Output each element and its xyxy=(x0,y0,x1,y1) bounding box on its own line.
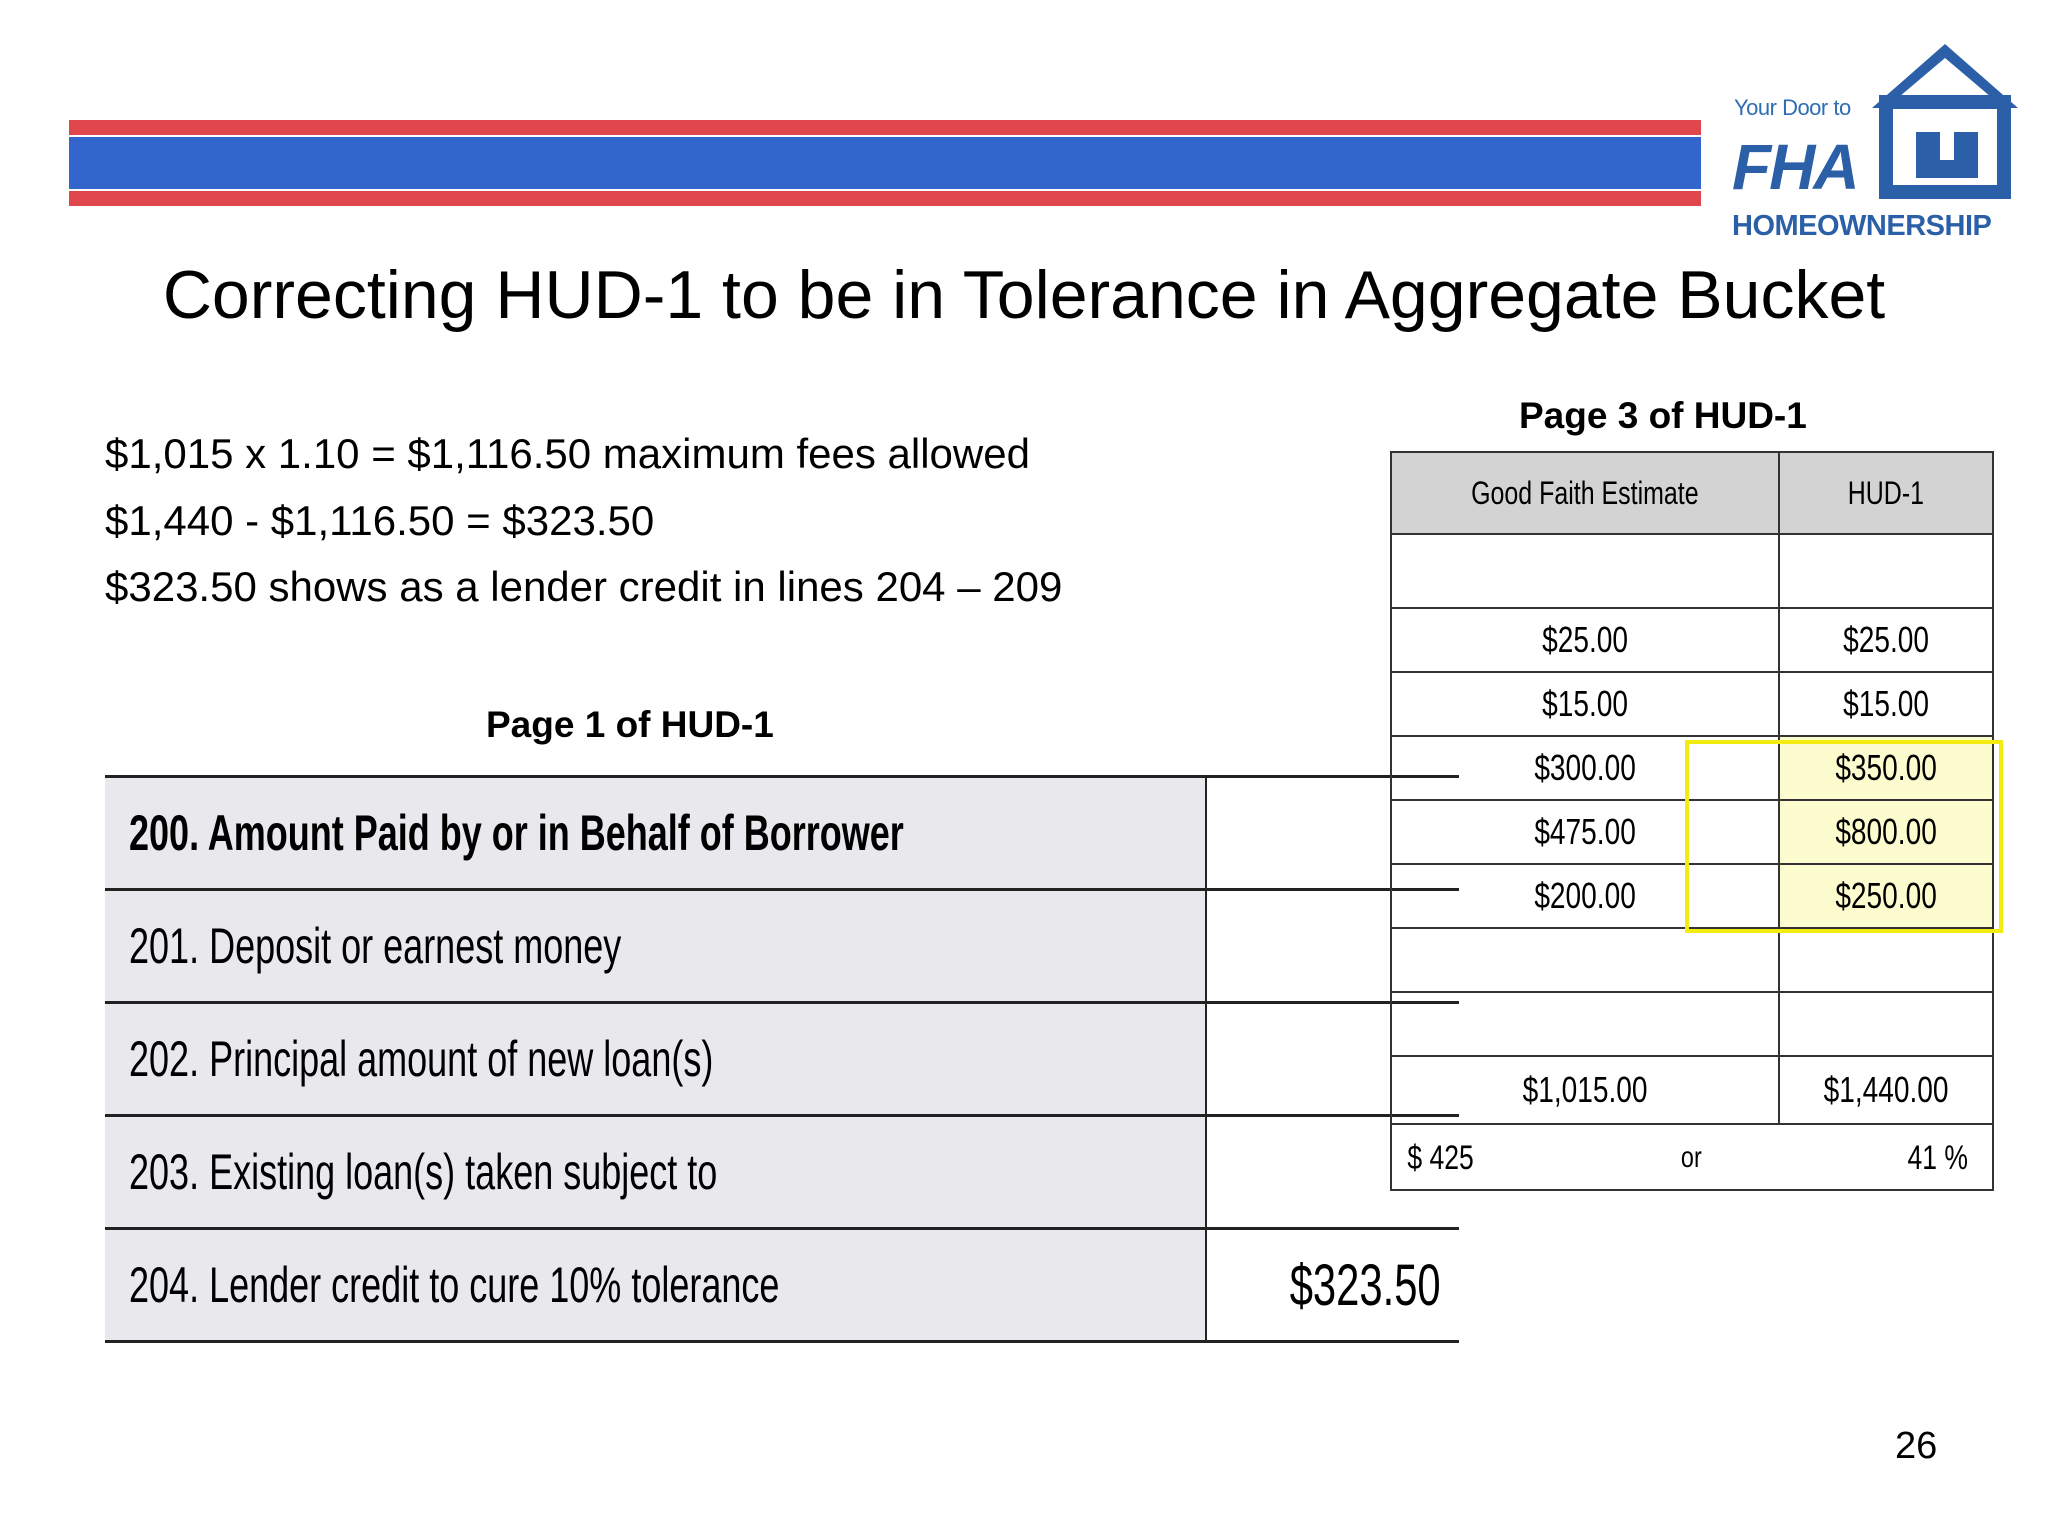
header-stripe-middle xyxy=(69,137,1701,189)
hud1-cell-highlighted: $250.00 xyxy=(1779,864,1993,928)
house-icon xyxy=(1870,40,2020,200)
table-row xyxy=(105,890,1459,1003)
gfe-cell xyxy=(1391,534,1779,608)
gfe-total: $1,015.00 xyxy=(1391,1056,1779,1124)
page1-hud-table xyxy=(105,775,1459,1343)
table-row xyxy=(105,1003,1459,1116)
logo-fha: FHA xyxy=(1732,131,1858,203)
hud1-cell-highlighted: $350.00 xyxy=(1779,736,1993,800)
difference-cell xyxy=(1391,1124,1993,1190)
header-stripe-top xyxy=(69,120,1701,135)
highlight-box xyxy=(1685,740,2003,933)
equation-line-3: $323.50 shows as a lender credit in lines 204 – 209 xyxy=(105,563,1063,610)
logo-tagline: Your Door to xyxy=(1734,95,1851,120)
row-label: 200. Amount Paid by or in Behalf of Borrower xyxy=(105,777,1206,890)
fha-logo xyxy=(1730,40,2020,250)
hud1-cell xyxy=(1779,928,1993,992)
table-row xyxy=(105,777,1459,890)
difference-or: or xyxy=(1680,1141,1702,1174)
table-row xyxy=(1391,534,1993,608)
difference-row xyxy=(1391,1124,1993,1190)
table-row xyxy=(105,1229,1459,1342)
difference-amount: $ 425 xyxy=(1407,1139,1474,1177)
hud1-cell: $15.00 xyxy=(1779,672,1993,736)
row-label: 201. Deposit or earnest money xyxy=(105,890,1206,1003)
header-stripe-bottom xyxy=(69,191,1701,206)
hud1-cell-highlighted: $800.00 xyxy=(1779,800,1993,864)
header-hud1: HUD-1 xyxy=(1779,452,1993,534)
page-number: 26 xyxy=(1895,1425,1938,1467)
page3-caption: Page 3 of HUD-1 xyxy=(1519,395,1807,436)
table-row xyxy=(105,1116,1459,1229)
gfe-cell: $25.00 xyxy=(1391,608,1779,672)
table-row xyxy=(1391,992,1993,1056)
page1-caption: Page 1 of HUD-1 xyxy=(486,704,774,745)
equation-line-2: $1,440 - $1,116.50 = $323.50 xyxy=(105,497,655,544)
table-header-row xyxy=(1391,452,1993,534)
equation-line-1: $1,015 x 1.10 = $1,116.50 maximum fees allowed xyxy=(105,430,1030,477)
totals-row xyxy=(1391,1056,1993,1124)
logo-homeownership: HOMEOWNERSHIP xyxy=(1732,210,1992,242)
row-label: 203. Existing loan(s) taken subject to xyxy=(105,1116,1206,1229)
hud1-cell: $25.00 xyxy=(1779,608,1993,672)
gfe-cell: $300.00 xyxy=(1391,736,1779,800)
header-gfe: Good Faith Estimate xyxy=(1391,452,1779,534)
gfe-cell xyxy=(1391,992,1779,1056)
gfe-cell: $475.00 xyxy=(1391,800,1779,864)
hud1-cell xyxy=(1779,534,1993,608)
hud1-total: $1,440.00 xyxy=(1779,1056,1993,1124)
table-row xyxy=(1391,672,1993,736)
table-row xyxy=(1391,608,1993,672)
header-bar xyxy=(69,120,1701,206)
hud1-cell xyxy=(1779,992,1993,1056)
slide-title: Correcting HUD-1 to be in Tolerance in Aggregate Bucket xyxy=(162,257,1886,333)
row-label: 204. Lender credit to cure 10% tolerance xyxy=(105,1229,1206,1342)
gfe-cell xyxy=(1391,928,1779,992)
gfe-cell: $200.00 xyxy=(1391,864,1779,928)
row-label: 202. Principal amount of new loan(s) xyxy=(105,1003,1206,1116)
table-row xyxy=(1391,928,1993,992)
lender-credit-value: $323.50 xyxy=(1206,1229,1459,1342)
gfe-cell: $15.00 xyxy=(1391,672,1779,736)
difference-percent: 41 % xyxy=(1907,1139,1968,1177)
